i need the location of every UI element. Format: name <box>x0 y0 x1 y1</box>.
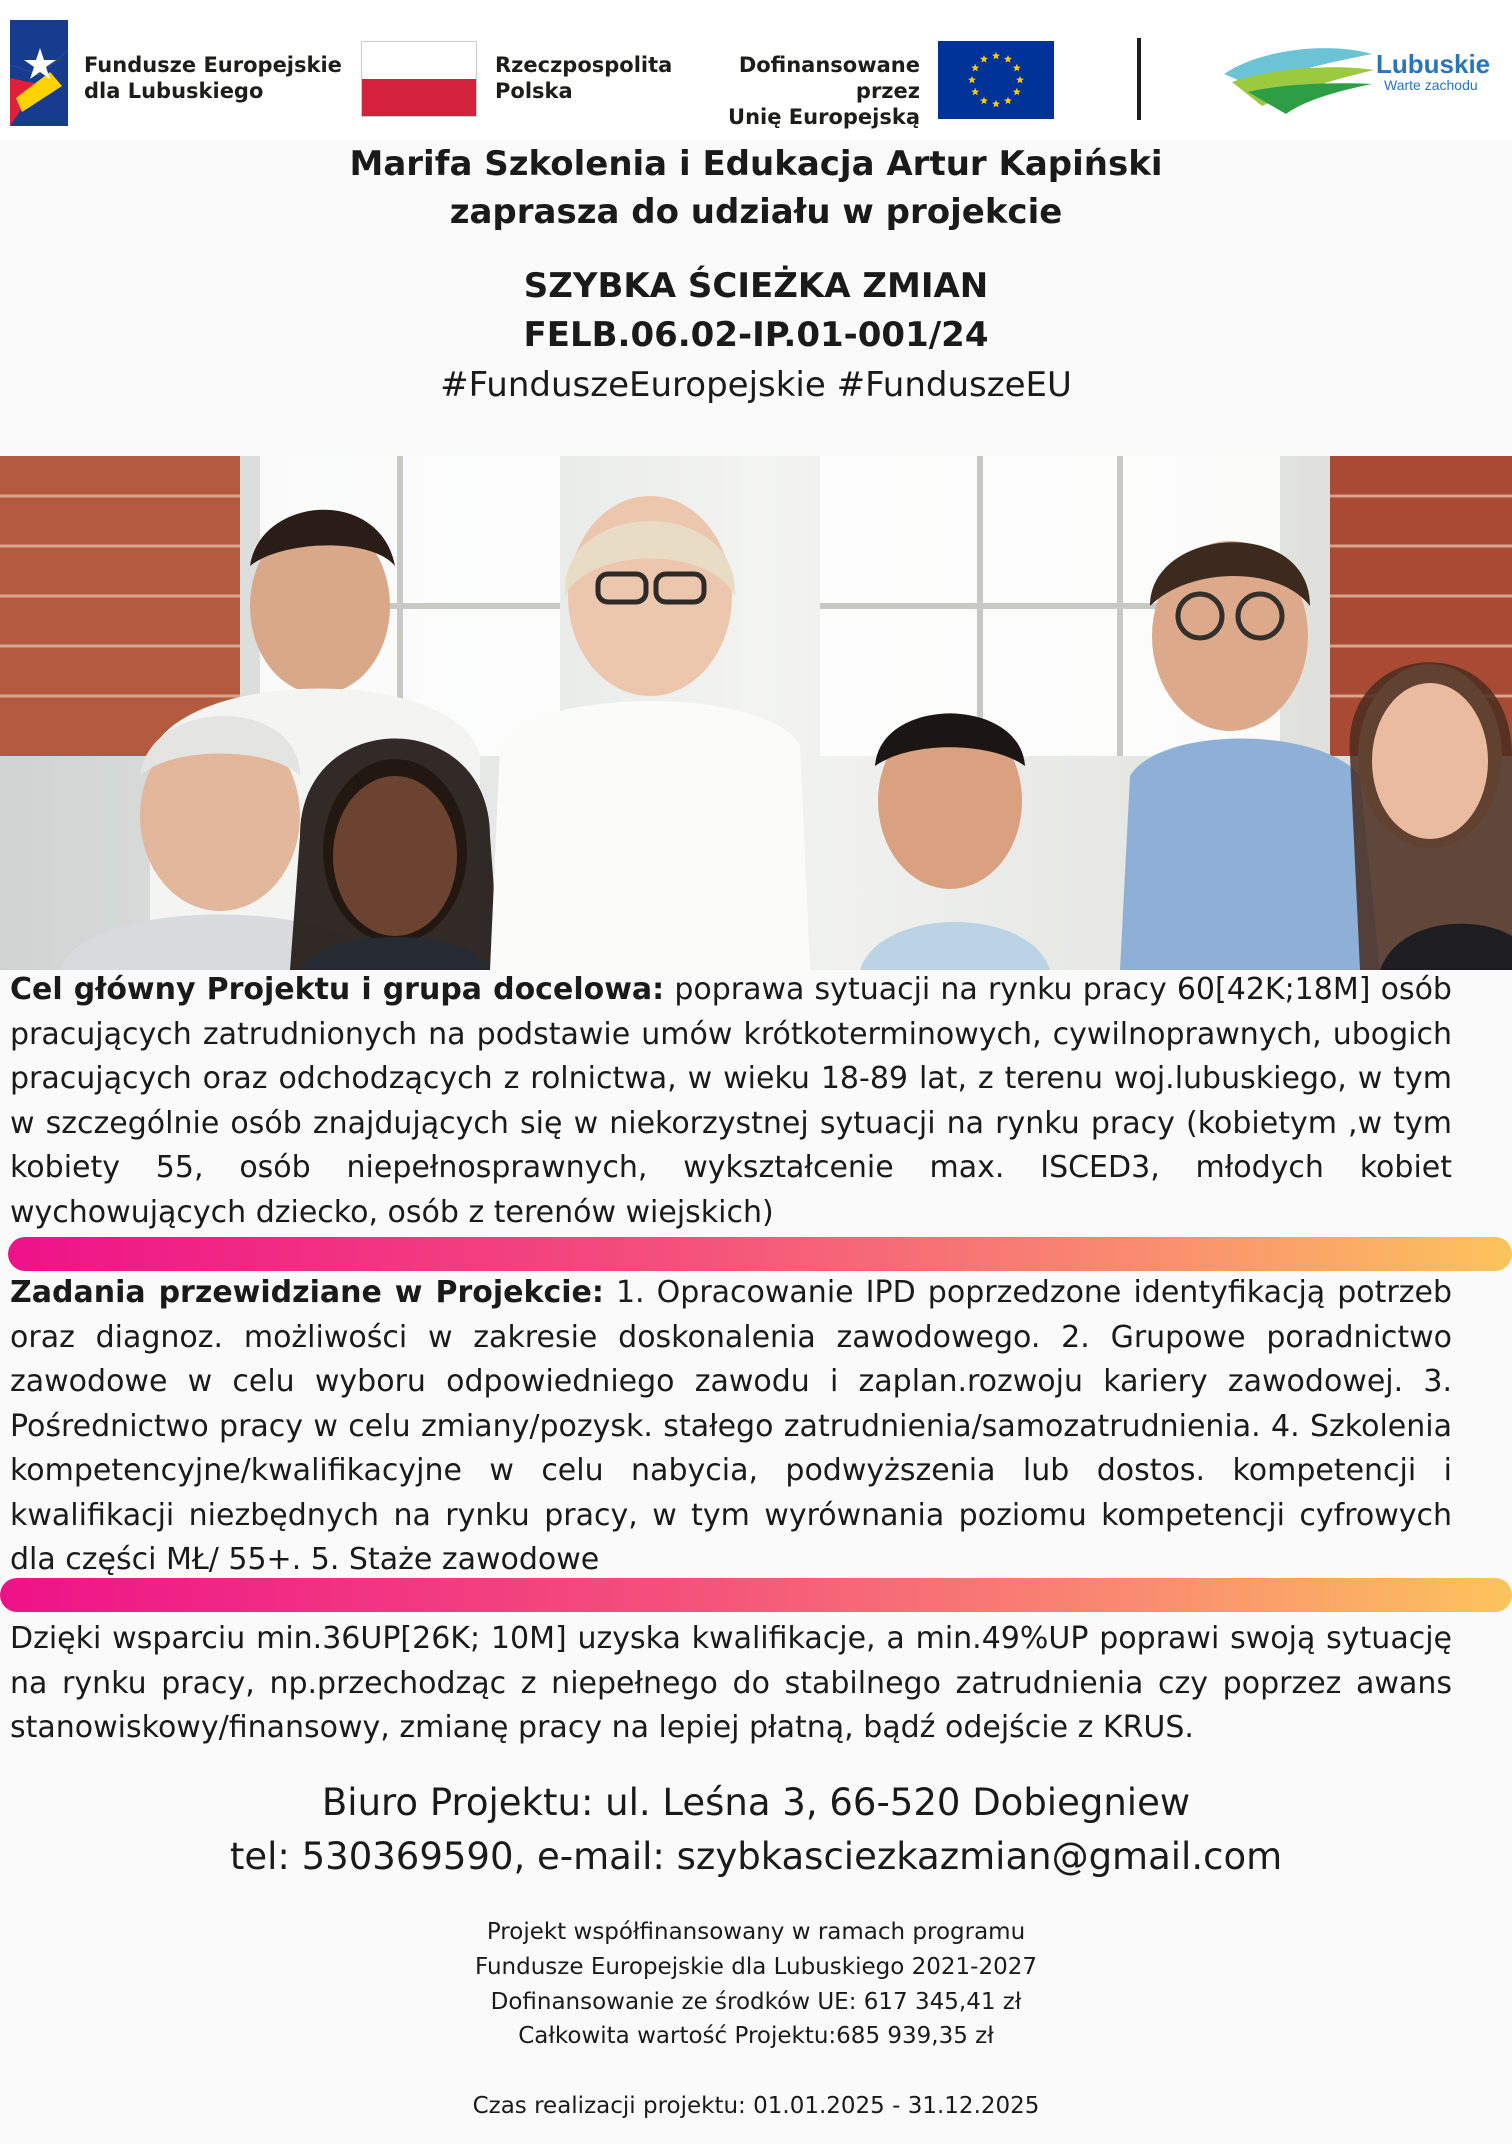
footer-line-2: Fundusze Europejskie dla Lubuskiego 2021-2027 <box>475 1954 1037 1980</box>
logo-divider <box>1137 38 1141 120</box>
fundusze-europejskie-label: Fundusze Europejskie dla Lubuskiego <box>84 53 342 103</box>
results-paragraph: Dzięki wsparciu min.36UP[26K; 10M] uzyska kwalifikacje, a min.49%UP poprawi swoją sytuację na rynku pracy, np.przechodząc z niepełnego do stabilnego zatrudnienia czy poprzez awans stanowiskowy/finansowy, zmianę pracy na lepiej płatną, bądź odejście z KRUS. <box>10 1621 1452 1745</box>
goal-label: Cel główny Projektu i grupa docelowa: <box>10 972 665 1007</box>
project-contact-phone-email: tel: 530369590, e-mail: szybkasciezkazmian@gmail.com <box>229 1835 1283 1878</box>
group-of-smiling-people-photo <box>0 456 1512 970</box>
footer-total-value: Całkowita wartość Projektu:685 939,35 zł <box>518 2023 994 2049</box>
tasks-text: 1. Opracowanie IPD poprzedzone identyfikacją potrzeb oraz diagnoz. możliwości w zakresie doskonalenia zawodowego. 2. Grupowe poradnictwo zawodowe w celu wyboru odpowiedniego zawodu i zaplan.rozwoju kariery zawodowej. 3. Pośrednictwo pracy w celu zmiany/pozysk. stałego zatrudnienia/samozatrudnienia. 4. Szkolenia kompetencyjne/kwalifikacyjne w celu nabycia, podwyższenia lub dostos. kompetencji i kwalifikacji niezbędnych na rynku pracy, w tym wyrównania poziomu kompetencji cyfrowych dla części MŁ/ 55+. 5. Staże zawodowe <box>10 1275 1452 1577</box>
organizer-name: Marifa Szkolenia i Edukacja Artur Kapiński <box>349 144 1163 184</box>
goal-paragraph <box>10 968 1452 1235</box>
goal-text: poprawa sytuacji na rynku pracy 60[42K;18M] osób pracujących zatrudnionych na podstawie umów krótkoterminowych, cywilnoprawnych, ubogich pracujących oraz odchodzących z rolnictwa, w wieku 18-89 lat, z terenu woj.lubuskiego, w tym w szczególnie osób znajdujących się w niekorzystnej sytuacji na rynku pracy (kobietym ,w tym kobiety 55, osób niepełnosprawnych, wykształcenie max. ISCED3, młodych kobiet wychowujących dziecko, osób z terenów wiejskich) <box>10 972 1452 1230</box>
eu-flag-icon <box>938 41 1054 119</box>
poland-flag-icon <box>361 41 477 117</box>
project-code: FELB.06.02-IP.01-001/24 <box>523 315 989 355</box>
lubuskie-name: Lubuskie <box>1376 49 1491 79</box>
project-office-address: Biuro Projektu: ul. Leśna 3, 66-520 Dobiegniew <box>321 1781 1191 1824</box>
eu-cofinanced-label: Dofinansowane przez Unię Europejską <box>728 53 920 129</box>
footer-eu-funding: Dofinansowanie ze środków UE: 617 345,41 zł <box>490 1989 1022 2015</box>
project-name: SZYBKA ŚCIEŻKA ZMIAN <box>523 266 989 306</box>
footer-project-period: Czas realizacji projektu: 01.01.2025 - 31.12.2025 <box>472 2093 1040 2119</box>
gradient-divider-2 <box>0 1578 1512 1612</box>
footer-line-1: Projekt współfinansowany w ramach programu <box>486 1919 1026 1945</box>
invitation-line: zaprasza do udziału w projekcie <box>449 192 1063 232</box>
tasks-label: Zadania przewidziane w Projekcie: <box>10 1275 604 1310</box>
rzeczpospolita-label: Rzeczpospolita Polska <box>495 53 673 103</box>
lubuskie-slogan: Warte zachodu <box>1384 77 1478 93</box>
fundusze-europejskie-logo-icon <box>10 20 68 126</box>
gradient-divider-1 <box>8 1237 1512 1271</box>
hashtags: #FunduszeEuropejskie #FunduszeEU <box>440 365 1072 405</box>
logo-bar <box>0 0 1512 140</box>
lubuskie-logo-icon <box>1222 40 1378 116</box>
group-photo <box>0 456 1512 970</box>
tasks-paragraph <box>10 1271 1452 1583</box>
